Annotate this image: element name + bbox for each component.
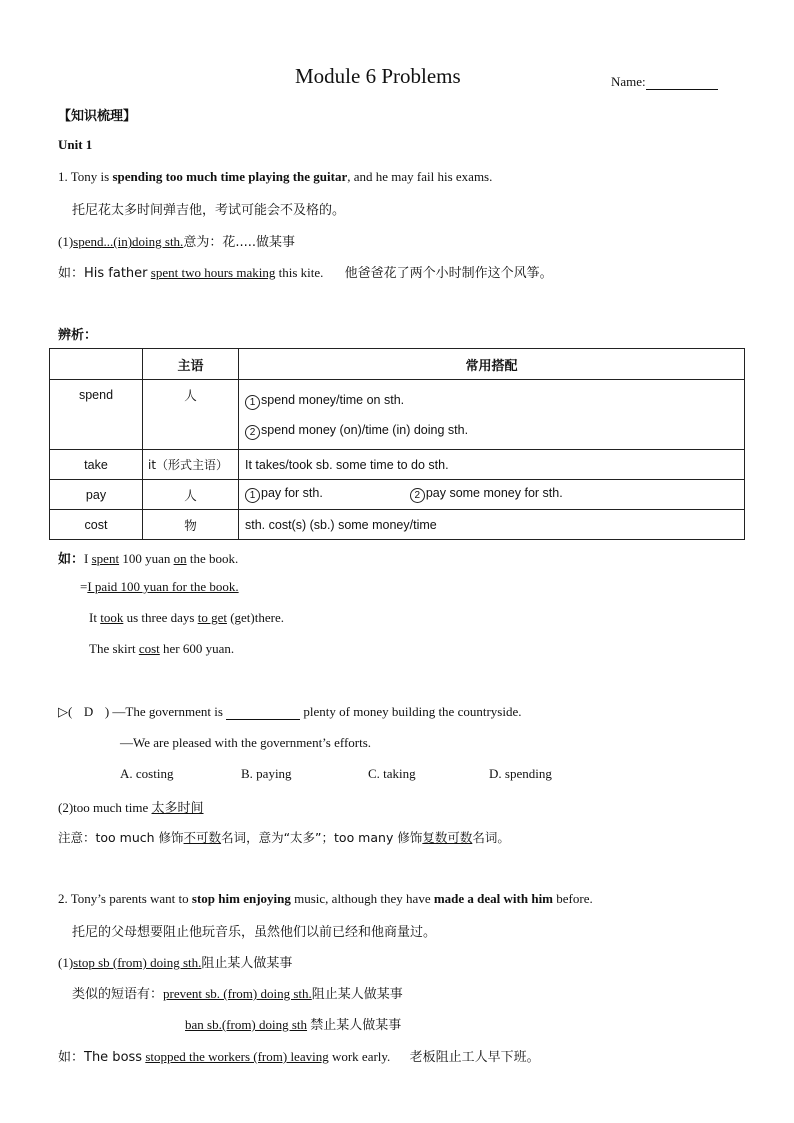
example-line-4: [89, 641, 234, 657]
similar-phrase-2: [185, 1014, 401, 1033]
underlined-word: to get: [197, 610, 227, 625]
item2-sentence: [58, 891, 593, 907]
usage-table: [49, 348, 745, 540]
text: The skirt: [89, 641, 136, 656]
example-prefix: 如：: [58, 552, 85, 567]
key-phrase: made a deal with him: [433, 891, 554, 906]
point-phrase: stop sb (from) doing sth.: [73, 955, 202, 970]
example-prefix: 如：His father: [58, 266, 148, 281]
underlined-word: took: [100, 610, 124, 625]
point-phrase: spend...(in)doing sth.: [73, 234, 184, 249]
text: music, although they have: [294, 891, 431, 906]
subject-cell: 人: [143, 480, 239, 510]
item1-sentence: [58, 169, 492, 185]
text: before.: [556, 891, 593, 906]
circled-number: 2: [410, 488, 425, 503]
option-a[interactable]: A. costing: [120, 766, 174, 781]
item1-key-phrase: spending too much time playing the guitar: [112, 169, 348, 184]
page-title: Module 6 Problems: [295, 64, 461, 88]
text: =: [80, 579, 88, 594]
point-meaning: 阻止某人做某事: [201, 956, 293, 971]
item1-translation: 托尼花太多时间弹吉他，考试可能会不及格的。: [72, 203, 346, 218]
option-b[interactable]: B. paying: [241, 766, 292, 781]
table-row: [50, 380, 745, 450]
key-phrase: stop him enjoying: [191, 891, 291, 906]
point2: [58, 797, 204, 816]
unit-heading: Unit 1: [58, 137, 93, 152]
point-num: (1): [58, 234, 74, 249]
subject-cell: 人: [143, 380, 239, 450]
name-blank[interactable]: [646, 75, 718, 90]
text: plenty of money building the countryside.: [303, 704, 522, 719]
table-header: [50, 349, 143, 380]
question-mark: ): [104, 704, 110, 719]
usage-cell: [239, 480, 745, 510]
question-mark: ▷(: [58, 704, 73, 719]
example-rest: this kite.: [278, 265, 324, 280]
similar-phrases: [72, 983, 403, 1002]
table-header: 常用搭配: [239, 349, 745, 380]
usage-cell: sth. cost(s) (sb.) some money/time: [239, 510, 745, 540]
example-line-1: [58, 548, 238, 567]
text: It: [89, 610, 97, 625]
example-translation: 老板阻止工人早下班。: [409, 1050, 540, 1065]
section-heading: 【知识梳理】: [58, 109, 137, 124]
example-line-3: [89, 610, 284, 626]
note: [58, 828, 510, 846]
question-stem: [58, 704, 521, 720]
similar-label: 类似的短语有：: [72, 987, 164, 1002]
option-c[interactable]: C. taking: [368, 766, 416, 781]
item2-point1: [58, 952, 292, 971]
circled-number: 1: [245, 488, 260, 503]
name-label: Name:: [611, 74, 646, 89]
underlined-word: 复数可数: [422, 830, 473, 845]
verb-cell: take: [50, 450, 143, 480]
example-line-2: [80, 579, 239, 595]
usage-line: pay for sth.: [261, 486, 323, 500]
item1-num: 1. Tony is: [58, 169, 110, 184]
point-meaning: 太多时间: [151, 801, 204, 816]
text: 100 yuan: [122, 551, 171, 566]
analysis-label: 辨析：: [58, 328, 98, 343]
item1-point1: [58, 231, 295, 250]
text: (get)there.: [230, 610, 284, 625]
point-meaning: 意为：花.....做某事: [183, 235, 295, 250]
text: her 600 yuan.: [163, 641, 235, 656]
text: us three days: [126, 610, 195, 625]
item1-rest: , and he may fail his exams.: [347, 169, 493, 184]
example-rest: work early.: [331, 1049, 391, 1064]
name-field[interactable]: [611, 74, 718, 90]
item1-example: [58, 262, 553, 281]
option-d[interactable]: D. spending: [489, 766, 552, 781]
subject-cell: it（形式主语）: [143, 450, 239, 480]
table-header-row: [50, 349, 745, 380]
phrase-meaning: 阻止某人做某事: [311, 987, 403, 1002]
usage-cell: [239, 380, 745, 450]
usage-cell: It takes/took sb. some time to do sth.: [239, 450, 745, 480]
example-translation: 他爸爸花了两个小时制作这个风筝。: [344, 266, 553, 281]
text: 名词，意为“太多”；too many 修饰: [221, 830, 423, 845]
circled-number: 1: [245, 395, 260, 410]
underlined-sentence: I paid 100 yuan for the book.: [87, 579, 239, 594]
item2-translation: 托尼的父母想要阻止他玩音乐，虽然他们以前已经和他商量过。: [72, 925, 437, 940]
example-prefix: 如：The boss: [58, 1050, 143, 1065]
phrase: ban sb.(from) doing sth: [185, 1017, 308, 1032]
underlined-word: cost: [138, 641, 160, 656]
circled-number: 2: [245, 425, 260, 440]
underlined-word: 不可数: [183, 830, 222, 845]
text: I: [84, 551, 89, 566]
point-phrase: (2)too much time: [58, 800, 149, 815]
text: 名词。: [472, 830, 510, 845]
table-row: [50, 510, 745, 540]
question-reply: —We are pleased with the government’s efforts.: [120, 735, 372, 750]
text: the book.: [189, 551, 239, 566]
text: 2. Tony’s parents want to: [58, 891, 189, 906]
underlined-word: on: [173, 551, 187, 566]
phrase-meaning: 禁止某人做某事: [310, 1018, 402, 1033]
table-row: [50, 480, 745, 510]
table-header: 主语: [143, 349, 239, 380]
verb-cell: pay: [50, 480, 143, 510]
answer: D: [83, 704, 94, 719]
verb-cell: cost: [50, 510, 143, 540]
usage-line: spend money (on)/time (in) doing sth.: [261, 422, 469, 437]
item2-example: [58, 1046, 540, 1065]
example-underlined: stopped the workers (from) leaving: [145, 1049, 329, 1064]
example-underlined: spent two hours making: [150, 265, 276, 280]
text: —The government is: [112, 704, 223, 719]
usage-line: spend money/time on sth.: [261, 392, 405, 407]
answer-blank[interactable]: [226, 705, 300, 720]
usage-line: pay some money for sth.: [425, 486, 563, 500]
underlined-word: spent: [91, 551, 120, 566]
subject-cell: 物: [143, 510, 239, 540]
point-num: (1): [58, 955, 74, 970]
verb-cell: spend: [50, 380, 143, 450]
phrase: prevent sb. (from) doing sth.: [163, 986, 312, 1001]
text: 注意：too much 修饰: [58, 830, 184, 845]
table-row: [50, 450, 745, 480]
